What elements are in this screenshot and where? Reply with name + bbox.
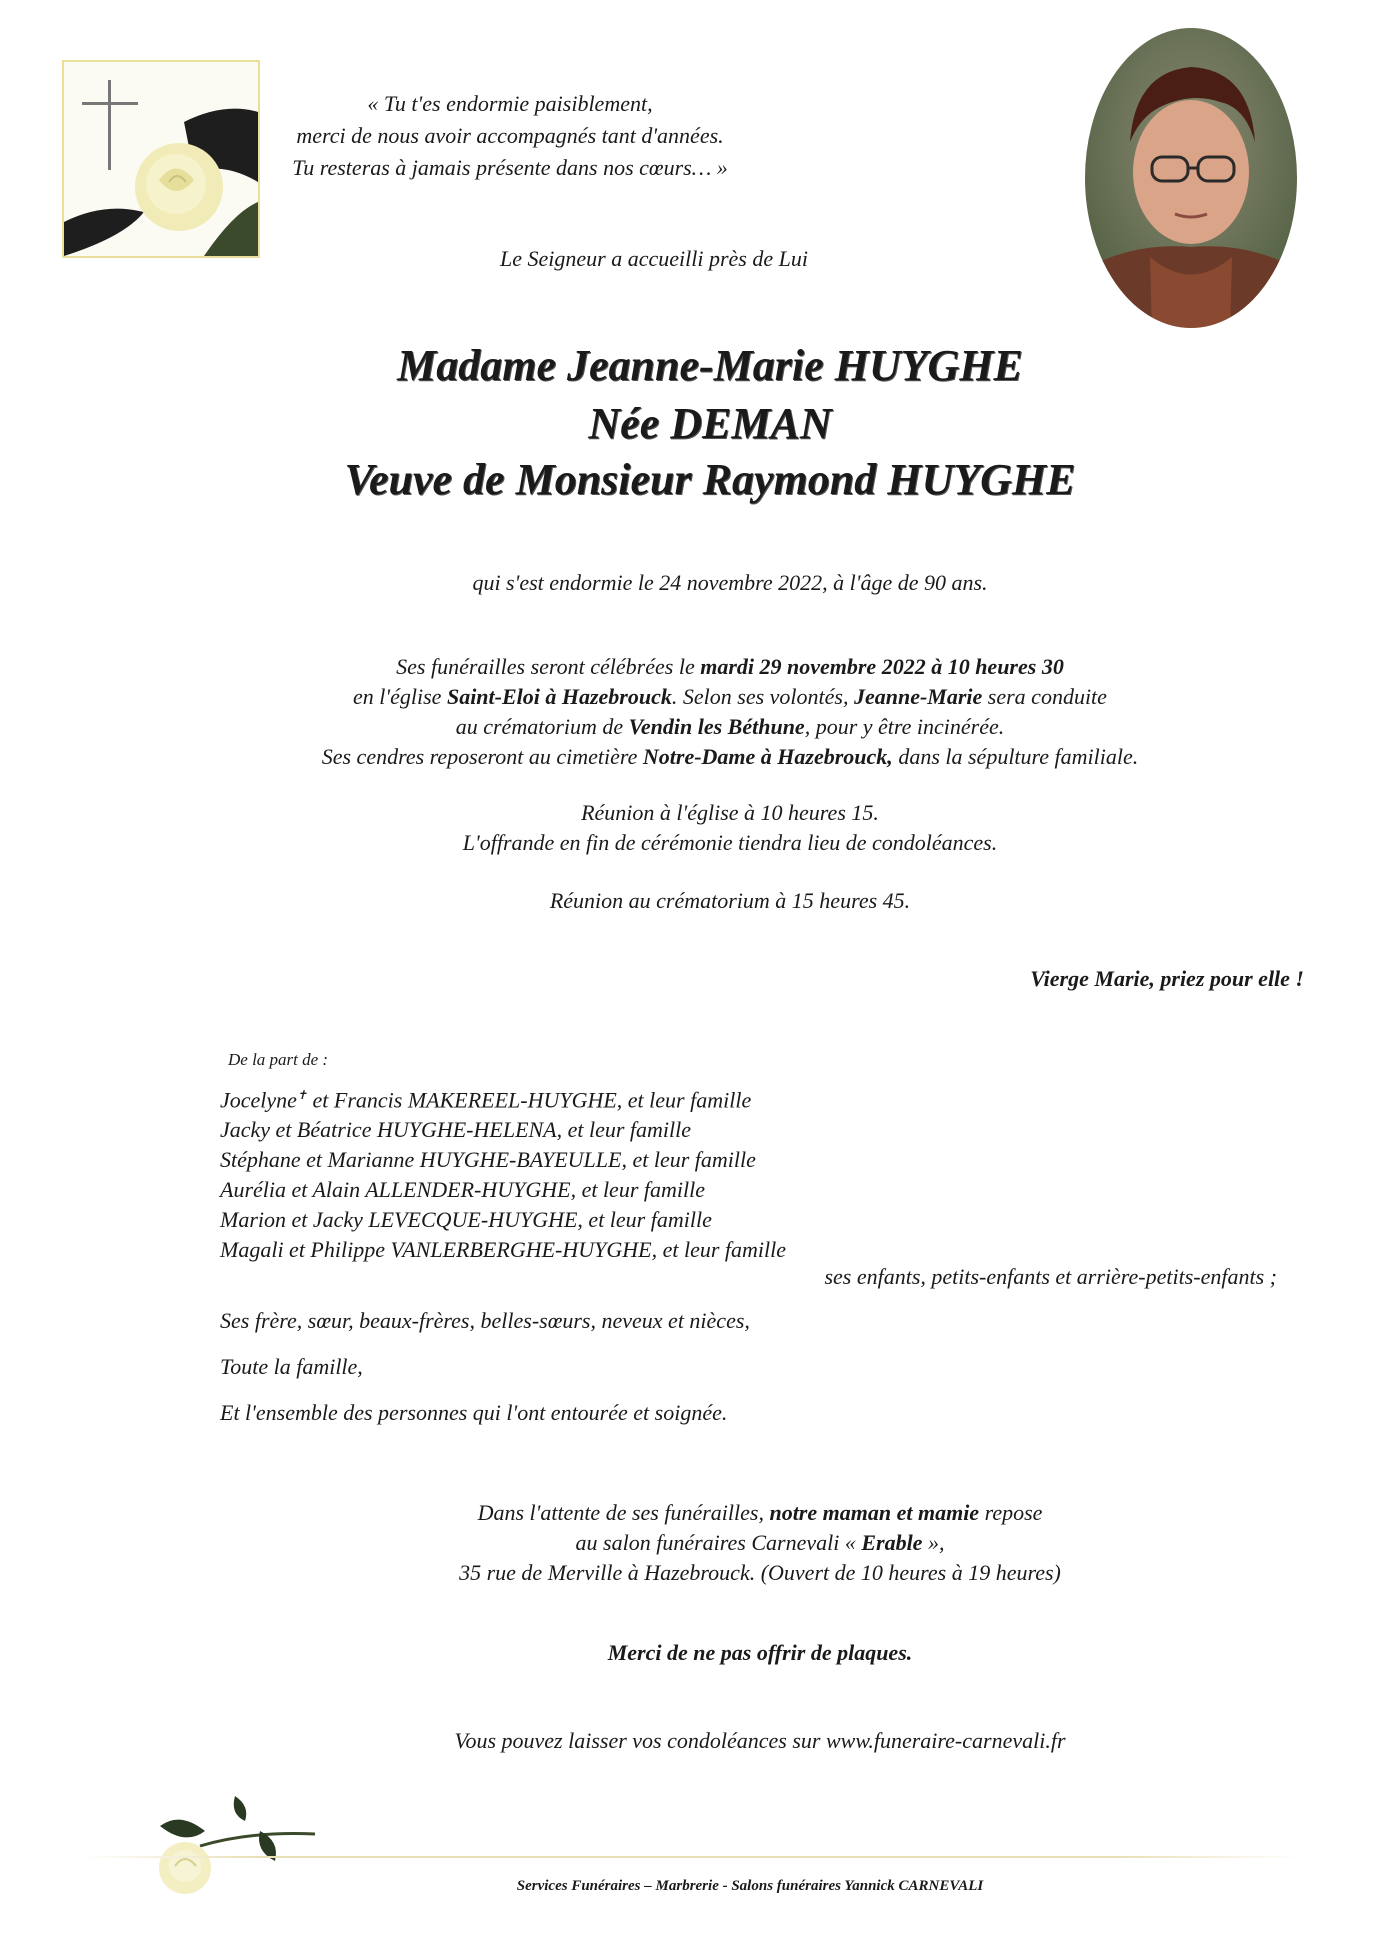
family-line-3: Stéphane et Marianne HUYGHE-BAYEULLE, et leur famille (220, 1147, 756, 1173)
quote-line-2: merci de nous avoir accompagnés tant d'années. (296, 123, 724, 148)
portrait-photo (1080, 22, 1302, 334)
family-summary: ses enfants, petits-enfants et arrière-petits-enfants ; (824, 1264, 1277, 1289)
family-line-1: Jocelyne✝ et Francis MAKEREEL-HUYGHE, et leur famille (220, 1087, 752, 1113)
offering-note: L'offrande en fin de cérémonie tiendra lieu de condoléances. (462, 830, 998, 855)
repose-line-3: 35 rue de Merville à Hazebrouck. (Ouvert de 10 heures à 19 heures) (459, 1560, 1061, 1585)
family-line-6: Magali et Philippe VANLERBERGHE-HUYGHE, et leur famille (220, 1237, 786, 1263)
cross-rose-image (62, 60, 260, 258)
family-line-2: Jacky et Béatrice HUYGHE-HELENA, et leur famille (220, 1117, 692, 1143)
quote-line-1: « Tu t'es endormie paisiblement, (367, 91, 653, 116)
caregivers: Et l'ensemble des personnes qui l'ont entourée et soignée. (220, 1400, 728, 1425)
family-line-4: Aurélia et Alain ALLENDER-HUYGHE, et leur famille (220, 1177, 705, 1203)
cross-mark-icon: ✝ (296, 1088, 307, 1102)
whole-family: Toute la famille, (220, 1354, 363, 1379)
quote-line-3: Tu resteras à jamais présente dans nos cœurs… » (292, 155, 728, 180)
prayer-line: Vierge Marie, priez pour elle ! (1030, 966, 1304, 991)
deceased-name: Madame Jeanne-Marie HUYGHE (397, 341, 1023, 390)
reunion-crematorium: Réunion au crématorium à 15 heures 45. (549, 888, 911, 913)
maiden-name: Née DEMAN (588, 399, 832, 448)
from-label: De la part de : (228, 1050, 329, 1069)
widow-of: Veuve de Monsieur Raymond HUYGHE (344, 455, 1076, 504)
death-notice: qui s'est endormie le 24 novembre 2022, à l'âge de 90 ans. (472, 570, 988, 595)
intro-text: Le Seigneur a accueilli près de Lui (500, 246, 808, 271)
opening-quote (250, 88, 770, 184)
funeral-line-4: Ses cendres reposeront au cimetière Notre-Dame à Hazebrouck, dans la sépulture familiale. (321, 744, 1139, 769)
repose-line-2: au salon funéraires Carnevali « Erable », (575, 1530, 945, 1555)
funeral-line-2: en l'église Saint-Eloi à Hazebrouck. Selon ses volontés, Jeanne-Marie sera conduite (353, 684, 1107, 709)
family-list (220, 1080, 786, 1265)
other-relatives: Ses frère, sœur, beaux-frères, belles-sœurs, neveux et nièces, (220, 1308, 750, 1333)
funeral-details (200, 652, 1260, 772)
family-line-5: Marion et Jacky LEVECQUE-HUYGHE, et leur famille (220, 1207, 712, 1233)
funeral-line-1: Ses funérailles seront célébrées le mardi 29 novembre 2022 à 10 heures 30 (396, 654, 1064, 679)
funeral-line-3: au crématorium de Vendin les Béthune, pour y être incinérée. (455, 714, 1005, 739)
repose-details (300, 1498, 1220, 1588)
footer-company: Services Funéraires – Marbrerie - Salons funéraires Yannick CARNEVALI (516, 1878, 984, 1894)
footer-divider (80, 1856, 1300, 1858)
condolences-note: Vous pouvez laisser vos condoléances sur www.funeraire-carnevali.fr (454, 1728, 1066, 1753)
no-plaques-note: Merci de ne pas offrir de plaques. (607, 1640, 913, 1665)
reunion-church: Réunion à l'église à 10 heures 15. (581, 800, 879, 825)
repose-line-1: Dans l'attente de ses funérailles, notre maman et mamie repose (477, 1500, 1043, 1525)
